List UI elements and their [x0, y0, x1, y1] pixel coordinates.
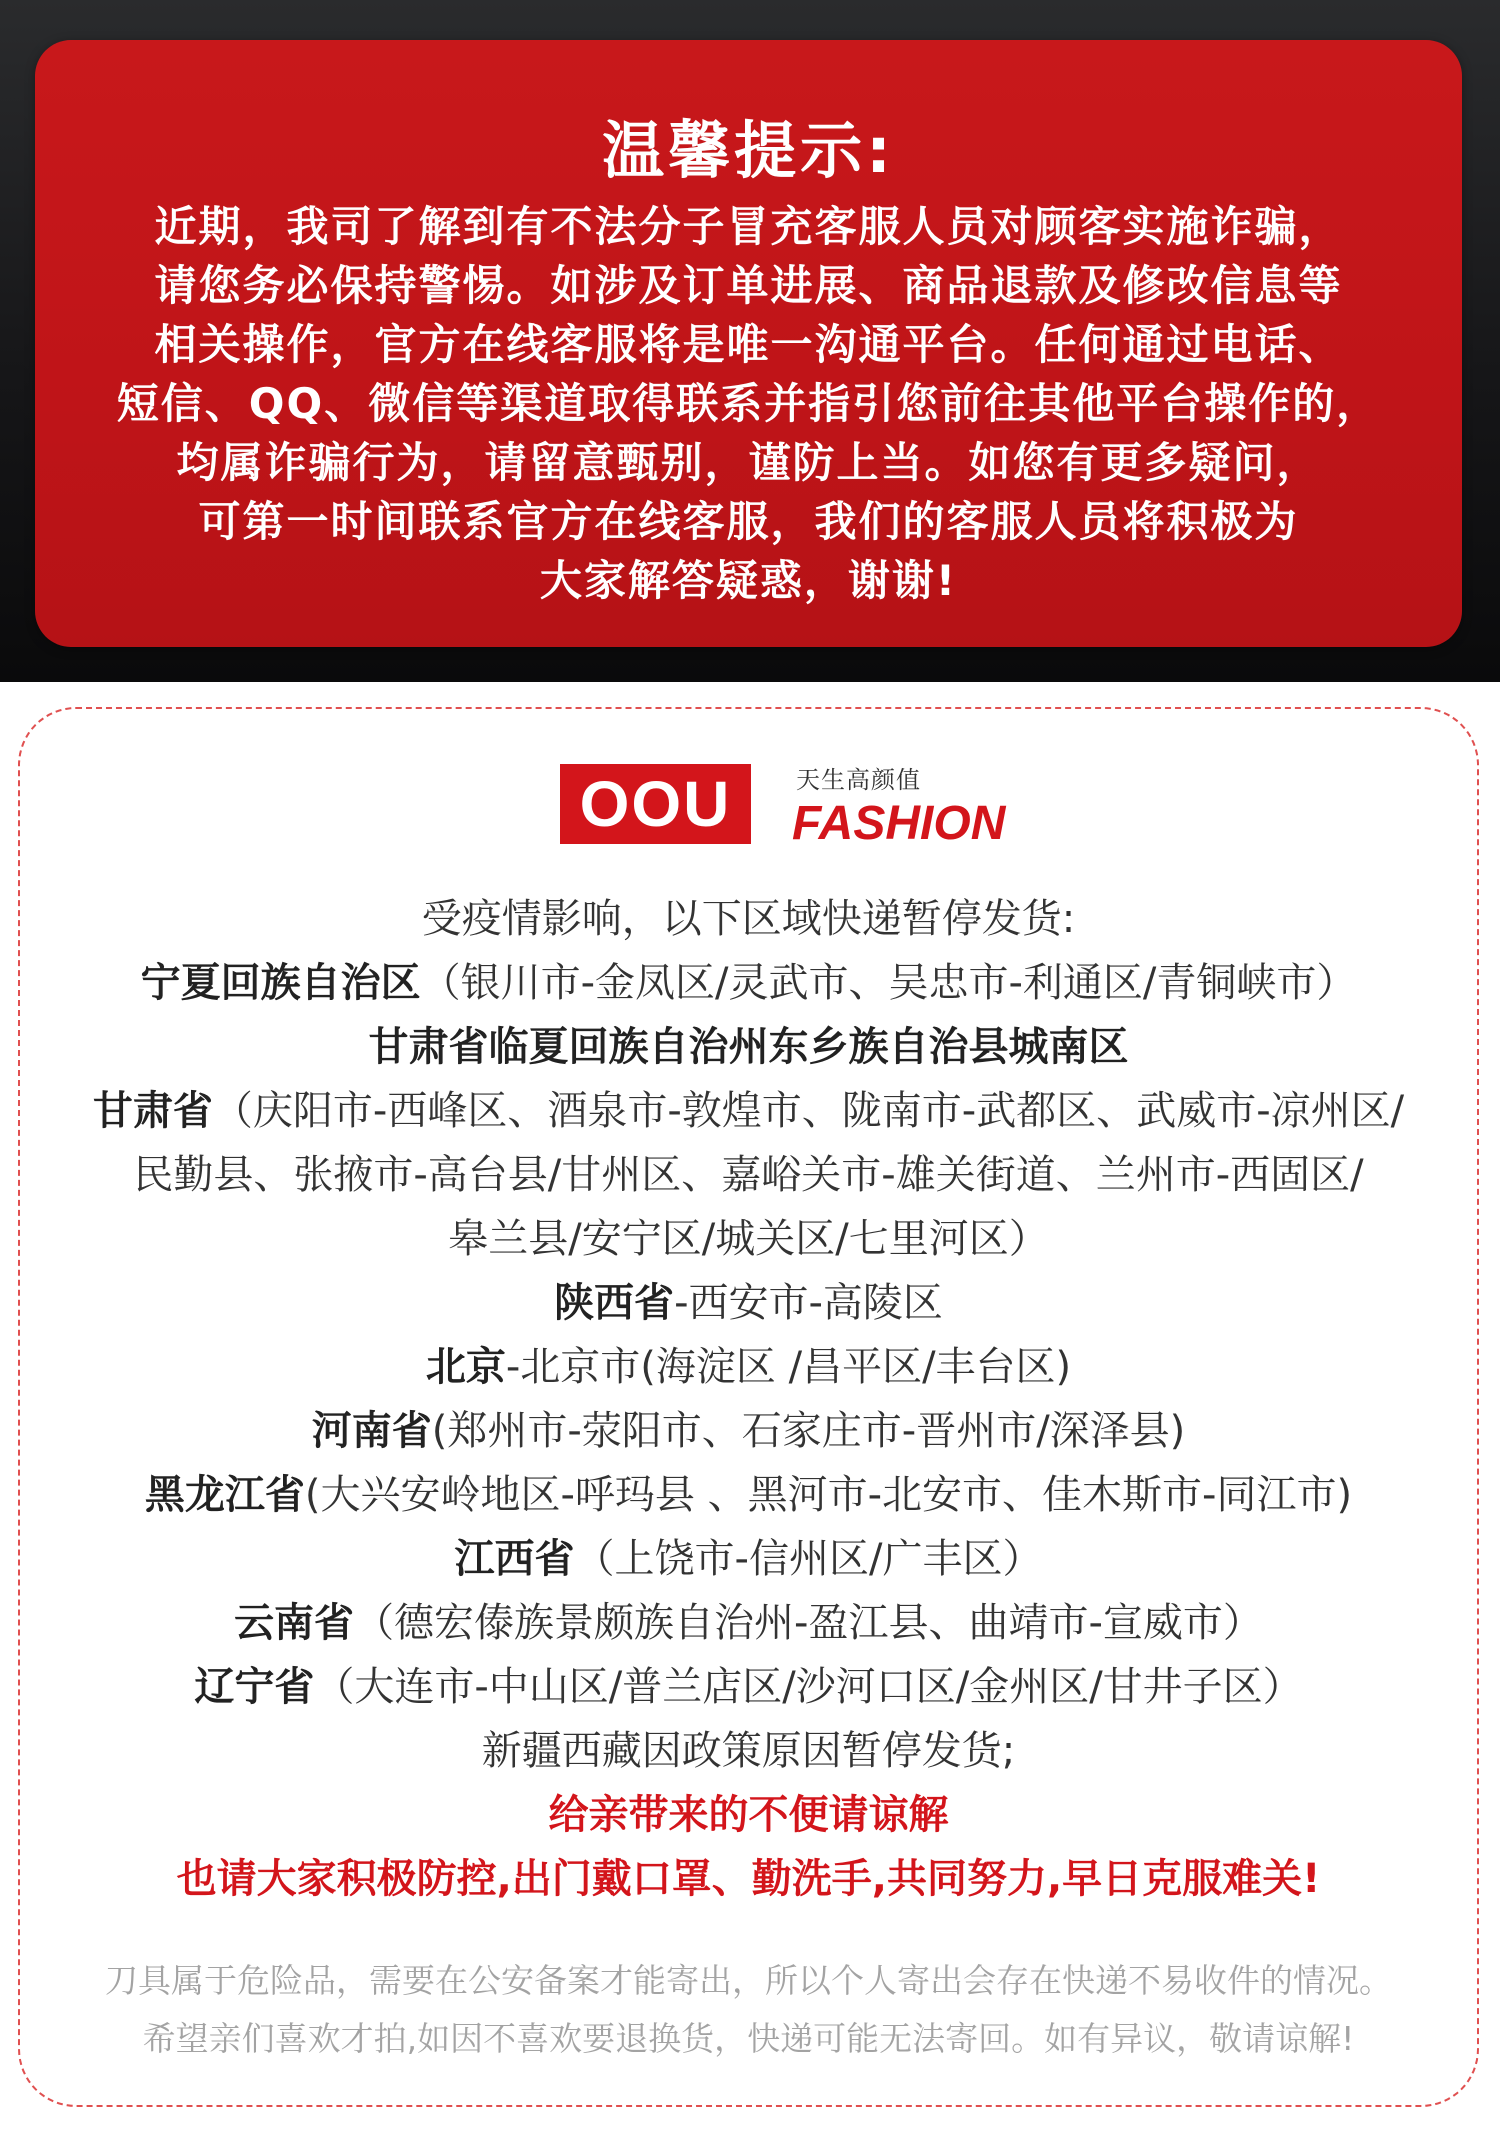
region-line [20, 1271, 1477, 1335]
region-detail: -西安市-高陵区 [674, 1280, 943, 1326]
region-province: 辽宁省 [194, 1664, 315, 1710]
region-line [20, 951, 1477, 1015]
notice-banner [0, 0, 1500, 682]
brand-logo-mark: OOU [560, 764, 751, 844]
notice-line: 近期，我司了解到有不法分子冒充客服人员对顾客实施诈骗， [154, 202, 1343, 251]
region-line [20, 1399, 1477, 1463]
region-detail: -北京市(海淀区 /昌平区/丰台区) [505, 1344, 1072, 1390]
region-line [20, 1655, 1477, 1719]
region-line [20, 1015, 1477, 1079]
notice-line: 可第一时间联系官方在线客服，我们的客服人员将积极为 [198, 497, 1299, 546]
shipping-intro: 受疫情影响，以下区域快递暂停发货: [421, 896, 1076, 942]
shipping-info-card [18, 707, 1479, 2107]
notice-body [65, 197, 1432, 610]
region-line [20, 1591, 1477, 1655]
apology-text: 给亲带来的不便请谅解 [548, 1792, 949, 1838]
shipping-list [20, 887, 1477, 1911]
region-province: 陕西省 [554, 1280, 675, 1326]
region-line [20, 1463, 1477, 1527]
region-province: 甘肃省临夏回族自治州东乡族自治县城南区 [368, 1024, 1129, 1070]
region-detail: （上饶市-信州区/广丰区） [574, 1536, 1043, 1582]
region-detail: （大连市-中山区/普兰店区/沙河口区/金州区/甘井子区） [314, 1664, 1303, 1710]
notice-line: 短信、QQ、微信等渠道取得联系并指引您前往其他平台操作的， [116, 379, 1381, 428]
region-province: 云南省 [234, 1600, 355, 1646]
notice-card [35, 40, 1462, 647]
notice-title: 温馨提示: [602, 114, 895, 187]
notice-line: 请您务必保持警惕。如涉及订单进展、商品退款及修改信息等 [154, 261, 1343, 310]
region-province: 宁夏回族自治区 [140, 960, 421, 1006]
brand-fashion-wordmark: FASHION [792, 797, 1006, 850]
footer-note [20, 1952, 1477, 2068]
region-detail: (郑州市-荥阳市、石家庄市-晋州市/深泽县) [431, 1408, 1186, 1454]
notice-line: 大家解答疑惑，谢谢! [539, 556, 958, 605]
brand-logo [560, 754, 1010, 854]
region-detail: 新疆西藏因政策原因暂停发货; [481, 1728, 1016, 1774]
region-detail: （银川市-金凤区/灵武市、吴忠市-利通区/青铜峡市） [420, 960, 1357, 1006]
region-detail: （庆阳市-西峰区、酒泉市-敦煌市、陇南市-武都区、武威市-凉州区/ [212, 1088, 1405, 1134]
region-detail: (大兴安岭地区-呼玛县 、黑河市-北安市、佳木斯市-同江市) [304, 1472, 1353, 1518]
region-line [20, 1527, 1477, 1591]
region-line [20, 1207, 1477, 1271]
footer-note-line: 希望亲们喜欢才拍,如因不喜欢要退换货，快递可能无法寄回。如有异议，敬请谅解! [142, 2019, 1355, 2058]
region-detail: （德宏傣族景颇族自治州-盈江县、曲靖市-宣威市） [354, 1600, 1263, 1646]
region-line [20, 1143, 1477, 1207]
notice-line: 均属诈骗行为，请留意甄别，谨防上当。如您有更多疑问， [176, 438, 1321, 487]
notice-line: 相关操作，官方在线客服将是唯一沟通平台。任何通过电话、 [154, 320, 1343, 369]
region-province: 黑龙江省 [144, 1472, 305, 1518]
region-line [20, 1335, 1477, 1399]
region-province: 江西省 [454, 1536, 575, 1582]
region-line [20, 1719, 1477, 1783]
brand-tagline: 天生高颜值 [796, 766, 921, 794]
region-detail: 皋兰县/安宁区/城关区/七里河区） [448, 1216, 1049, 1262]
region-line [20, 1079, 1477, 1143]
region-province: 北京 [425, 1344, 506, 1390]
prevention-appeal: 也请大家积极防控,出门戴口罩、勤洗手,共同努力,早日克服难关! [176, 1856, 1321, 1902]
region-detail: 民勤县、张掖市-高台县/甘州区、嘉峪关市-雄关街道、兰州市-西固区/ [133, 1152, 1364, 1198]
footer-note-line: 刀具属于危险品，需要在公安备案才能寄出，所以个人寄出会存在快递不易收件的情况。 [105, 1961, 1392, 2000]
region-province: 河南省 [311, 1408, 432, 1454]
region-province: 甘肃省 [92, 1088, 213, 1134]
